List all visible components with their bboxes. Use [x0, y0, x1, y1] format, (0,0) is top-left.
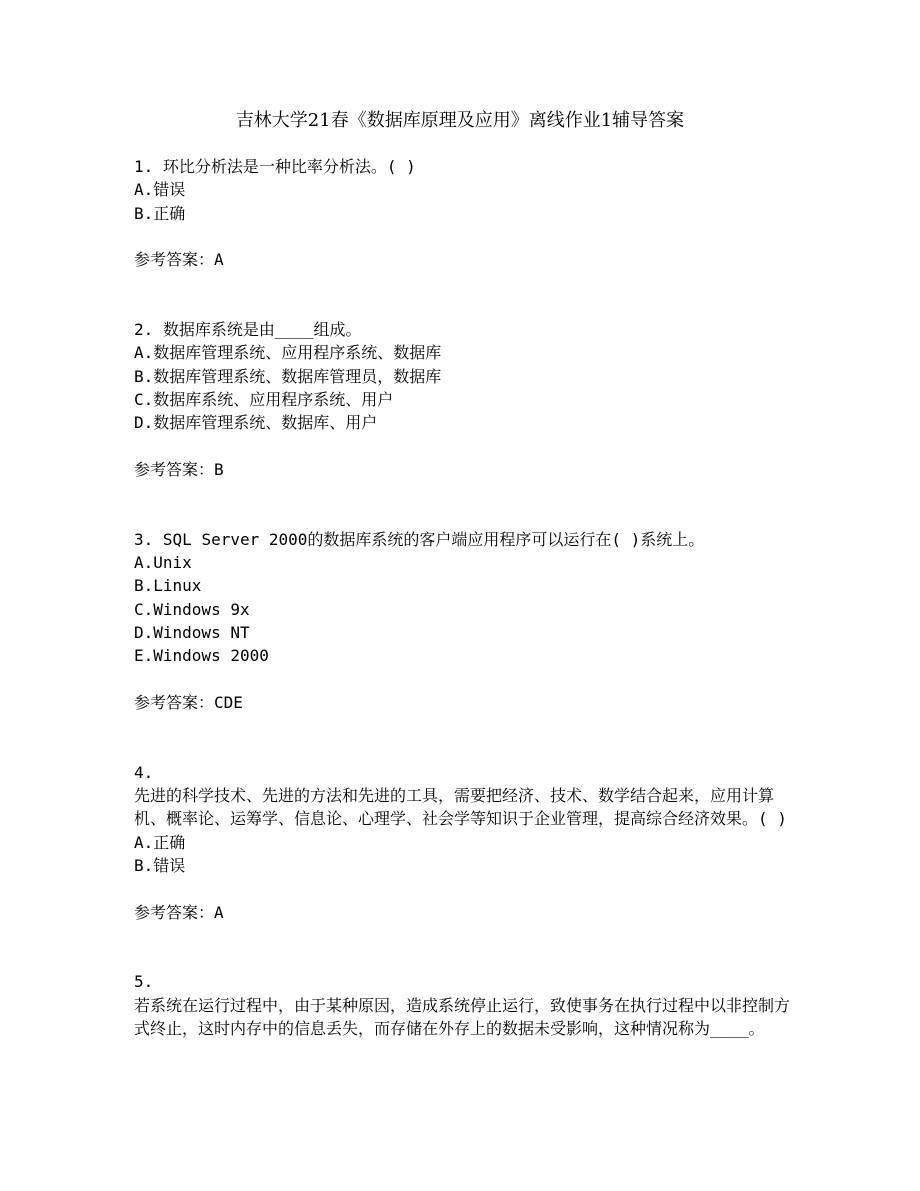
option-a: A.错误 [134, 180, 186, 200]
option-a: A.Unix [134, 553, 192, 573]
option-b: B.数据库管理系统、数据库管理员，数据库 [134, 366, 442, 386]
answer-line [134, 248, 794, 271]
option-b: B.错误 [134, 855, 186, 875]
answer-label: 参考答案： [134, 902, 215, 922]
option-c: C.Windows 9x [134, 599, 250, 619]
question-number: 2. [134, 320, 154, 340]
question-4 [134, 761, 794, 924]
document-title: 吉林大学21春《数据库原理及应用》离线作业1辅导答案 [235, 110, 685, 131]
answer-line [134, 691, 794, 714]
option-a: A.数据库管理系统、应用程序系统、数据库 [134, 343, 442, 363]
question-number: 5. [134, 972, 154, 992]
question-text: 环比分析法是一种比率分析法。( ) [162, 157, 416, 176]
question-stem [134, 155, 794, 178]
answer-value: B [214, 459, 224, 479]
question-number: 4. [134, 762, 154, 782]
question-number: 1. [134, 157, 154, 176]
question-text: SQL Server 2000的数据库系统的客户端应用程序可以运行在( )系统上。 [162, 529, 705, 549]
option-d: D.Windows NT [134, 622, 250, 642]
option-b: B.正确 [134, 203, 186, 223]
option-c: C.数据库系统、应用程序系统、用户 [134, 389, 394, 409]
answer-value: A [214, 902, 224, 922]
answer-label: 参考答案： [134, 459, 215, 479]
answer-line [134, 901, 794, 924]
answer-value: CDE [214, 692, 243, 712]
option-a: A.正确 [134, 832, 186, 852]
question-3 [134, 528, 794, 714]
question-1 [134, 155, 794, 271]
question-text: 先进的科学技术、先进的方法和先进的工具，需要把经济、技术、数学结合起来，应用计算机、概率论、运筹学、信息论、心理学、社会学等知识于企业管理，提高综合经济效果。( ) [134, 786, 787, 829]
question-stem [134, 318, 794, 341]
answer-line [134, 458, 794, 481]
option-d: D.数据库管理系统、数据库、用户 [134, 413, 378, 433]
answer-label: 参考答案： [134, 692, 215, 712]
option-e: E.Windows 2000 [134, 646, 269, 666]
question-number: 3. [134, 529, 154, 549]
question-list [134, 155, 794, 1040]
question-5 [134, 970, 794, 1040]
answer-label: 参考答案： [134, 250, 215, 270]
option-b: B.Linux [134, 576, 202, 596]
question-text: 若系统在运行过程中，由于某种原因，造成系统停止运行，致使事务在执行过程中以非控制方式终止，这时内存中的信息丢失，而存储在外存上的数据未受影响，这种情况称为____。 [134, 995, 791, 1038]
question-text: 数据库系统是由____组成。 [162, 320, 362, 340]
question-2 [134, 318, 794, 481]
question-stem [134, 528, 794, 551]
answer-value: A [214, 250, 224, 270]
